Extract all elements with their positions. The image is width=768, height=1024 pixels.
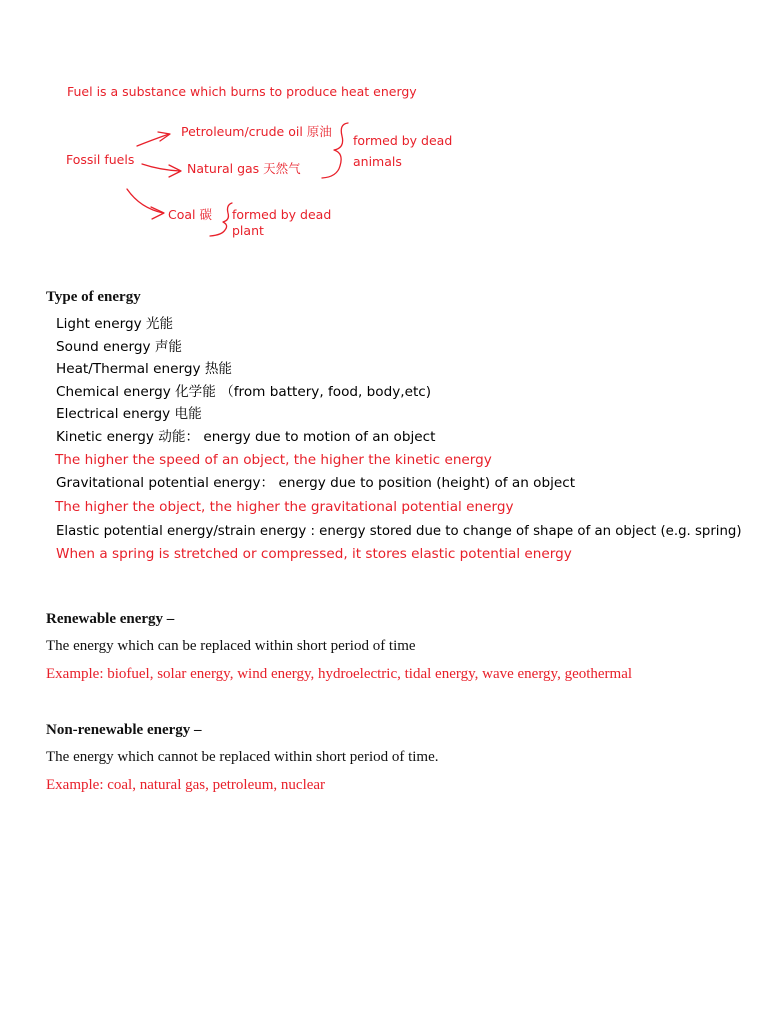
brace-plant — [210, 203, 232, 236]
brace-animals — [322, 123, 348, 178]
energy-item: Chemical energy 化学能 （from battery, food, body,etc) — [56, 384, 432, 400]
petroleum-label: Petroleum/crude oil 原油 — [181, 124, 332, 139]
arrow-to-petroleum-head — [158, 132, 170, 141]
coal-label: Coal 碳 — [168, 207, 212, 222]
natural-gas-label: Natural gas 天然气 — [187, 161, 301, 176]
fuel-definition: Fuel is a substance which burns to produce heat energy — [67, 84, 417, 99]
energy-item-note: When a spring is stretched or compressed, it stores elastic potential energy — [56, 546, 572, 562]
energy-item: Electrical energy 电能 — [56, 406, 202, 422]
fossil-fuels-label: Fossil fuels — [66, 152, 135, 167]
arrow-to-petroleum — [137, 134, 169, 146]
animals-note-line1: formed by dead — [353, 133, 453, 148]
energy-item: Heat/Thermal energy 热能 — [56, 361, 233, 377]
plant-note-line2: plant — [232, 223, 264, 238]
non-renewable-definition: The energy which cannot be replaced within short period of time. — [46, 749, 439, 765]
non-renewable-example: Example: coal, natural gas, petroleum, nuclear — [46, 777, 326, 793]
energy-item: Elastic potential energy/strain energy : energy stored due to change of shape of an object (e.g. spring) — [56, 524, 742, 539]
plant-note-line1: formed by dead — [232, 207, 332, 222]
energy-item: Kinetic energy 动能： energy due to motion of an object — [56, 429, 436, 445]
energy-item: Sound energy 声能 — [56, 339, 183, 355]
renewable-definition: The energy which can be replaced within short period of time — [46, 638, 416, 654]
renewable-example: Example: biofuel, solar energy, wind energy, hydroelectric, tidal energy, wave energy, geothermal — [46, 666, 633, 682]
renewable-heading: Renewable energy – — [46, 611, 175, 627]
energy-item: Gravitational potential energy： energy due to position (height) of an object — [56, 475, 576, 491]
animals-note-line2: animals — [353, 154, 402, 169]
energy-item: Light energy 光能 — [56, 316, 174, 332]
handwritten-arrows-and-braces — [0, 0, 768, 260]
non-renewable-heading: Non-renewable energy – — [46, 722, 202, 738]
type-of-energy-heading: Type of energy — [46, 289, 141, 305]
energy-item-note: The higher the object, the higher the gravitational potential energy — [55, 499, 514, 515]
energy-item-note: The higher the speed of an object, the higher the kinetic energy — [55, 452, 492, 468]
